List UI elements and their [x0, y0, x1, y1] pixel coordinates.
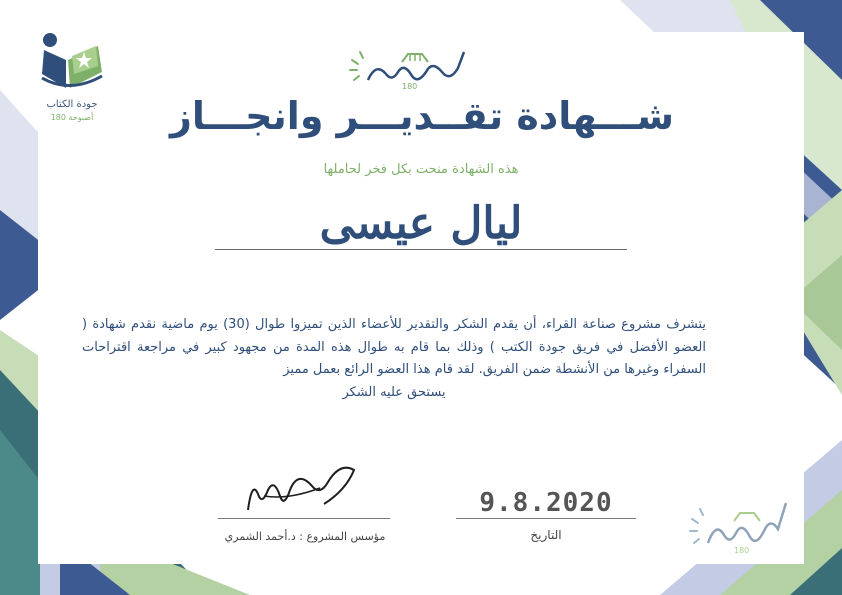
asbuha-logo-top [346, 42, 486, 92]
date-line [456, 518, 636, 519]
logo-top-number: 180 [402, 82, 418, 91]
date-value: 9.8.2020 [479, 488, 613, 518]
body-line: يستحق عليه الشكر [342, 384, 446, 400]
signature-drawing [228, 460, 388, 516]
asbuha-180-logo-icon [346, 42, 486, 92]
founder-signature [228, 460, 388, 516]
body-line: بما قام به طوال هذه المدة من مجهود كبير في مراجعة اقتراحات السفراء [82, 339, 706, 377]
logo-brand-subtext: أصبوحة 180 [50, 113, 94, 122]
certificate-subtitle: هذه الشهادة منحت بكل فخر لحاملها [323, 162, 519, 177]
recipient-underline [215, 249, 627, 250]
founder-label: مؤسس المشروع : د.أحمد الشمري [224, 530, 386, 543]
logo-brand-text: جودة الكتاب [46, 99, 98, 110]
recipient-name: ليال عيسى [319, 198, 523, 249]
book-quality-logo [32, 28, 112, 128]
signature-line [218, 518, 390, 519]
body-line: وغيرها من الأنشطة ضمن الفريق. لقد قام هذا العضو الرائع بعمل مميز [283, 362, 660, 377]
asbuha-logo-bottom [686, 495, 796, 557]
certificate-body [82, 314, 706, 404]
certificate-title: شـــهادة تقــديـــر وانجـــاز [170, 94, 674, 138]
asbuha-180-logo-icon [686, 495, 796, 557]
body-line: طوال (30) يوم ماضية نقدم شهادة ( العضو الأفضل في فريق جودة الكتب ) وذلك [82, 317, 706, 355]
logo-bottom-number: 180 [734, 546, 750, 555]
date-label: التاريخ [530, 528, 562, 542]
body-line: يتشرف مشروع صناعة القراء، أن يقدم الشكر والتقدير للأعضاء الذين تميزوا [290, 317, 706, 332]
book-star-logo-icon [32, 28, 112, 98]
